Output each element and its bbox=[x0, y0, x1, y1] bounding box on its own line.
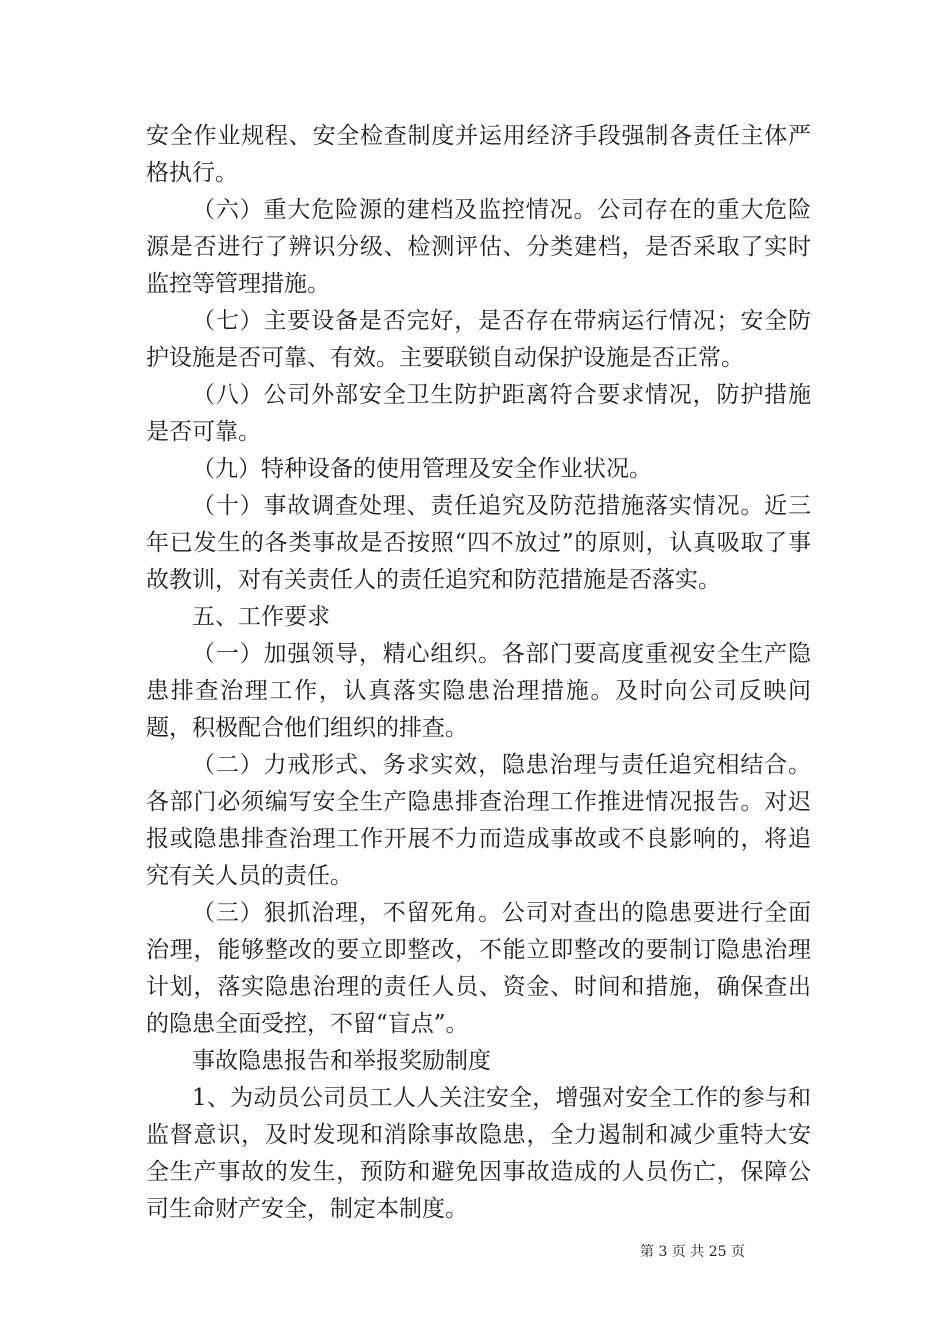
paragraph-item-10: （十）事故调查处理、责任追究及防范措施落实情况。近三年已发生的各类事故是否按照“四不放过”的原则，认真吸取了事故教训，对有关责任人的责任追究和防范措施是否落实。 bbox=[146, 493, 811, 593]
paragraph-requirement-2: （二）力戒形式、务求实效，隐患治理与责任追究相结合。各部门必须编写安全生产隐患排查治理工作推进情况报告。对迟报或隐患排查治理工作开展不力而造成事故或不良影响的，将追究有关人员的责任。 bbox=[146, 752, 811, 889]
section-heading-reporting-system: 事故隐患报告和举报奖励制度 bbox=[192, 1048, 491, 1074]
paragraph-item-9: （九）特种设备的使用管理及安全作业状况。 bbox=[192, 456, 652, 482]
paragraph-clause-1: 1、为动员公司员工人人关注安全，增强对安全工作的参与和监督意识，及时发现和消除事故隐患，全力遏制和减少重特大安全生产事故的发生，预防和避免因事故造成的人员伤亡，保障公司生命财产安全，制定本制度。 bbox=[146, 1085, 811, 1222]
paragraph-item-7: （七）主要设备是否完好，是否存在带病运行情况；安全防护设施是否可靠、有效。主要联锁自动保护设施是否正常。 bbox=[146, 308, 811, 371]
document-body bbox=[146, 118, 811, 1228]
section-heading-work-requirements: 五、工作要求 bbox=[192, 604, 330, 630]
paragraph-requirement-3: （三）狠抓治理，不留死角。公司对查出的隐患要进行全面治理，能够整改的要立即整改，不能立即整改的要制订隐患治理计划，落实隐患治理的责任人员、资金、时间和措施，确保查出的隐患全面受控，不留“盲点”。 bbox=[146, 900, 811, 1037]
paragraph-item-8: （八）公司外部安全卫生防护距离符合要求情况，防护措施是否可靠。 bbox=[146, 382, 811, 445]
paragraph-item-6: （六）重大危险源的建档及监控情况。公司存在的重大危险源是否进行了辨识分级、检测评估、分类建档，是否采取了实时监控等管理措施。 bbox=[146, 197, 811, 297]
paragraph-requirement-1: （一）加强领导，精心组织。各部门要高度重视安全生产隐患排查治理工作，认真落实隐患治理措施。及时向公司反映问题，积极配合他们组织的排查。 bbox=[146, 641, 811, 741]
paragraph-continuation: 安全作业规程、安全检查制度并运用经济手段强制各责任主体严格执行。 bbox=[146, 123, 811, 186]
page-number-footer: 第 3 页 共 25 页 bbox=[640, 1244, 745, 1260]
